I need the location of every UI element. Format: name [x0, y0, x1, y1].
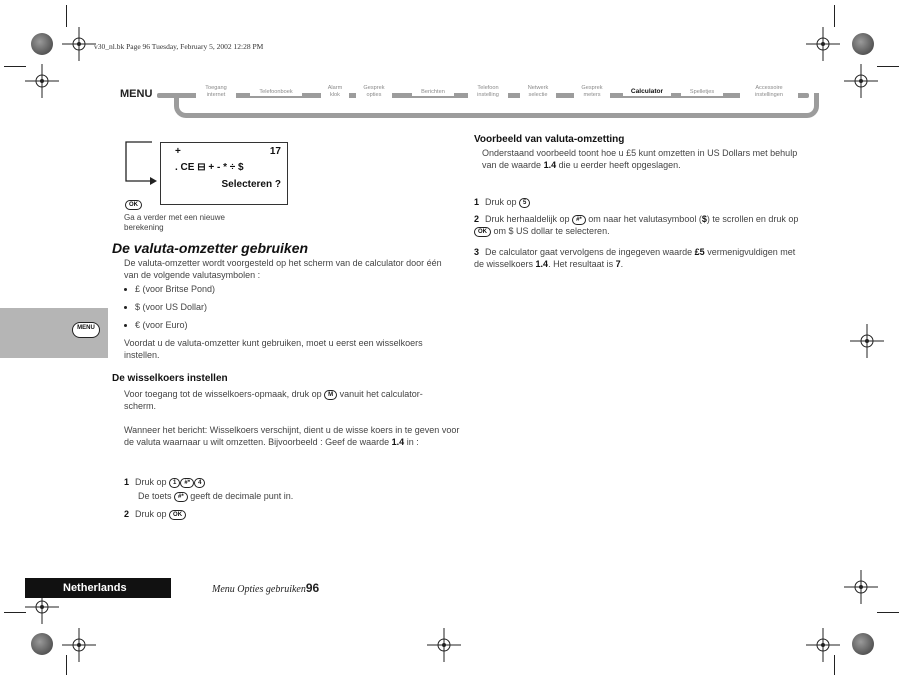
- ok-key-icon: OK: [125, 200, 142, 210]
- currency-symbol: $: [701, 214, 707, 224]
- value-rate: 1.4: [535, 259, 549, 269]
- step-number: 2: [474, 214, 480, 224]
- trim-line: [877, 612, 899, 613]
- trim-line: [877, 66, 899, 67]
- footer-page-title: [212, 581, 319, 595]
- bullet-text: £ (voor Britse Pond): [135, 284, 216, 294]
- calculator-display: [160, 142, 288, 205]
- section3-step3: [474, 246, 804, 270]
- nav-item-accessoire-instellingen: Accessoire instellingen: [740, 85, 798, 98]
- crosshair-icon: [844, 570, 878, 604]
- trim-line: [4, 612, 26, 613]
- trim-line: [66, 655, 67, 675]
- crosshair-icon: [62, 628, 96, 662]
- registration-dot-bottom-left: [31, 633, 53, 655]
- ok-key-icon: OK: [474, 227, 491, 237]
- section2-step2: [124, 508, 454, 520]
- bullet-text: $ (voor US Dollar): [135, 302, 208, 312]
- nav-item-netwerk-selectie: Netwerk selectie: [520, 85, 556, 98]
- step-text: De calculator gaat vervolgens de ingegeven waarde: [485, 247, 693, 257]
- step-text: .: [620, 259, 624, 269]
- bullet-text: € (voor Euro): [135, 320, 188, 330]
- key-hash-icon: #*: [180, 478, 194, 488]
- step-text: . Het resultaat is: [548, 259, 614, 269]
- step-text: Druk op: [135, 477, 167, 487]
- section3-step1: [474, 196, 794, 208]
- value-amount: £5: [694, 247, 705, 257]
- step-number: 1: [124, 477, 130, 487]
- nav-item-berichten: Berichten: [412, 89, 454, 96]
- nav-menu-label: MENU: [120, 88, 153, 100]
- step-number: 1: [474, 197, 480, 207]
- para2-text-end: in :: [406, 437, 419, 447]
- nav-item-gesprek-opties: Gesprek opties: [356, 85, 392, 98]
- list-item: [124, 302, 207, 312]
- section-title-valuta-omzetter: De valuta-omzetter gebruiken: [112, 240, 309, 256]
- section-title-voorbeeld: Voorbeeld van valuta-omzetting: [474, 134, 625, 145]
- nav-item-toegang-internet: Toegang internet: [196, 85, 236, 98]
- trim-line: [66, 5, 67, 27]
- section3-intro: [482, 147, 800, 171]
- para2-value: 1.4: [391, 437, 405, 447]
- nav-item-spelletjes: Spelletjes: [681, 89, 723, 96]
- step-text: Druk herhaaldelijk op: [485, 214, 570, 224]
- step-number: 3: [474, 247, 480, 257]
- section-title-wisselkoers: De wisselkoers instellen: [112, 373, 228, 384]
- flow-arrow: [122, 141, 158, 185]
- intro-value: 1.4: [543, 160, 557, 170]
- file-note: v30_nl.bk Page 96 Tuesday, February 5, 2002 12:28 PM: [94, 42, 264, 51]
- step-text: om $ US dollar te selecteren.: [493, 226, 610, 236]
- display-symbols: . CE ⊟ + - * ÷ $: [175, 162, 244, 173]
- value-result: 7: [615, 259, 621, 269]
- registration-dot-top-right: [852, 33, 874, 55]
- nav-item-gesprek-meters: Gesprek meters: [574, 85, 610, 98]
- crosshair-icon: [850, 324, 884, 358]
- trim-line: [834, 5, 835, 27]
- intro-text: Onderstaand voorbeeld toont hoe u £5 kunt omzetten in US Dollars met behulp van de waarde: [482, 148, 798, 170]
- crosshair-icon: [844, 64, 878, 98]
- list-item: [124, 320, 188, 330]
- registration-dot-top-left: [31, 33, 53, 55]
- section2-para2: [124, 424, 464, 448]
- step-sub-text: De toets: [138, 491, 172, 501]
- section2-para1: [124, 388, 454, 412]
- crosshair-icon: [427, 628, 461, 662]
- list-item: [124, 284, 215, 294]
- step-text: om naar het valutasymbool (: [588, 214, 702, 224]
- registration-dot-bottom-right: [852, 633, 874, 655]
- page-number: 96: [305, 581, 320, 595]
- step-text: vermenigvuldigen met de wisselkoers: [474, 247, 796, 269]
- key-1-icon: 1: [169, 478, 180, 488]
- key-hash-icon: #*: [174, 492, 188, 502]
- crosshair-icon: [25, 64, 59, 98]
- step-sub-text-end: geeft de decimale punt in.: [190, 491, 294, 501]
- trim-line: [834, 655, 835, 675]
- section2-step1-sub: [138, 490, 458, 502]
- key-4-icon: 4: [194, 478, 205, 488]
- bullet-icon: [124, 288, 127, 291]
- display-value: 17: [269, 146, 281, 157]
- display-operator: +: [175, 146, 181, 157]
- key-hash-icon: #*: [572, 215, 586, 225]
- ok-key-illustration: [125, 196, 142, 214]
- display-prompt: Selecteren ?: [221, 179, 281, 190]
- intro-text-end: die u eerder heeft opgeslagen.: [558, 160, 681, 170]
- section3-step2: [474, 213, 802, 237]
- para1-text: Voor toegang tot de wisselkoers-opmaak, druk op: [124, 389, 322, 399]
- footer-title-text: Menu Opties gebruiken: [212, 584, 306, 595]
- step-text: Druk op: [485, 197, 517, 207]
- section1-intro: De valuta-omzetter wordt voorgesteld op het scherm van de calculator door één van de volgende valutasymbolen :: [124, 258, 442, 280]
- footer-country: Netherlands: [25, 578, 171, 598]
- display-caption: Ga a verder met een nieuwe berekening: [124, 213, 225, 232]
- menu-m-key-icon: M: [324, 390, 337, 400]
- section1-outro: Voordat u de valuta-omzetter kunt gebruiken, moet u eerst een wisselkoers instellen.: [124, 338, 423, 360]
- bullet-icon: [124, 306, 127, 309]
- menu-key-icon: MENU: [72, 322, 100, 338]
- section2-step1: [124, 476, 454, 488]
- step-number: 2: [124, 509, 130, 519]
- trim-line: [4, 66, 26, 67]
- nav-item-alarm-klok: Alarm klok: [321, 85, 349, 98]
- para1-text-end: vanuit het calculator-scherm.: [124, 389, 423, 411]
- step-text: ) te scrollen en druk op: [706, 214, 799, 224]
- para2-text: Wanneer het bericht: Wisselkoers verschijnt, dient u de wisse koers in te geven voor de valuta waarnaar u wilt omzetten. Bijvoorbeeld : Geef de waarde: [124, 425, 460, 447]
- crosshair-icon: [62, 27, 96, 61]
- nav-item-telefoonboek: Telefoonboek: [250, 89, 302, 96]
- nav-item-calculator: Calculator: [623, 89, 671, 96]
- key-5-icon: 5: [519, 198, 530, 208]
- nav-item-telefoon-instelling: Telefoon instelling: [468, 85, 508, 98]
- bullet-icon: [124, 324, 127, 327]
- crosshair-icon: [806, 27, 840, 61]
- step-text: Druk op: [135, 509, 167, 519]
- ok-key-icon: OK: [169, 510, 186, 520]
